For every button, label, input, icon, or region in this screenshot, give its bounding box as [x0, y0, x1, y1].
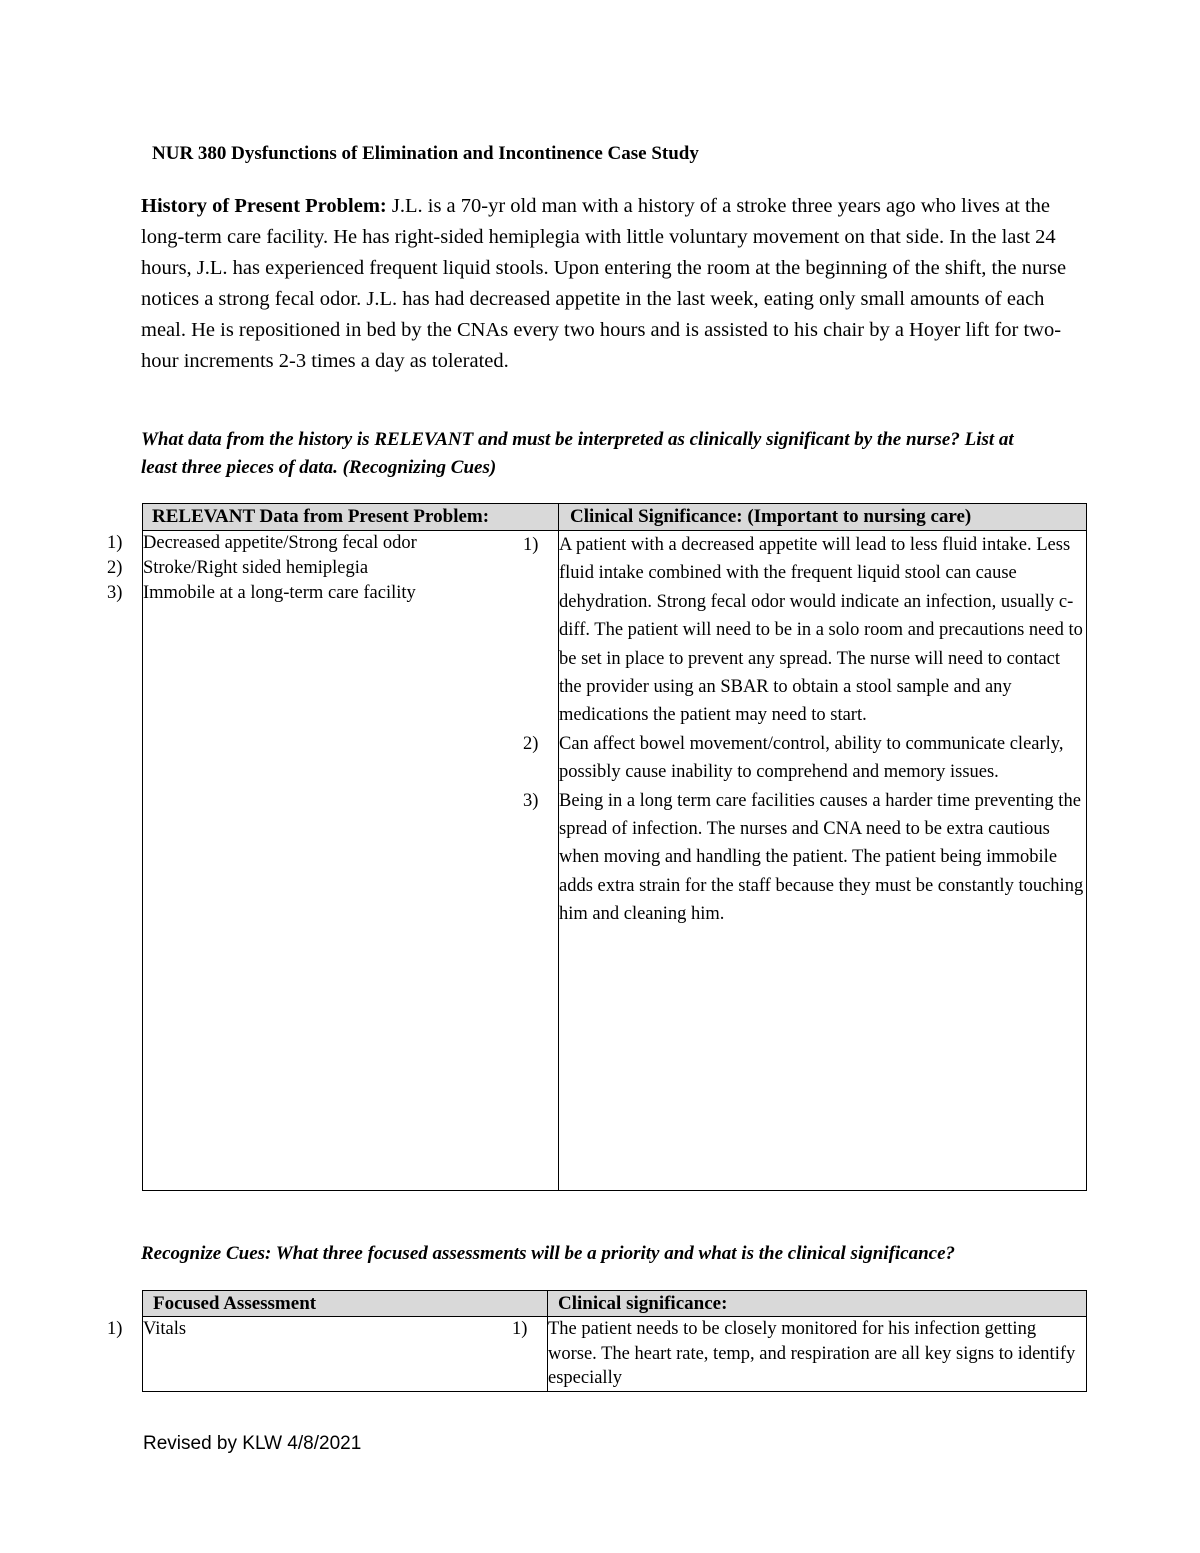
relevant-data-cell — [107, 531, 559, 1191]
clinical-significance-list — [512, 1317, 1086, 1391]
list-item: 3) Being in a long term care facilities causes a harder time preventing the spread of infection. The nurses and CNA need to be extra cautious when moving and handling the patient. The patient being immobile adds extra strain for the staff because they must be constantly touching him and cleaning him. — [523, 790, 1084, 925]
focused-assessment-cell — [107, 1317, 548, 1392]
list-item: 2) Stroke/Right sided hemiplegia — [107, 558, 369, 578]
relevant-data-list — [107, 531, 558, 606]
focused-assessment-table — [107, 1290, 1087, 1392]
header-relevant-data: RELEVANT Data from Present Problem: — [143, 504, 559, 531]
table-row — [143, 1317, 1087, 1392]
list-item: 1) A patient with a decreased appetite will lead to less fluid intake. Less fluid intake combined with the frequent liquid stool can cause dehydration. Strong fecal odor would indicate an infection, usually c-diff. The patient will need to be in a solo room and precautions need to be set in place to prevent any spread. The nurse will need to contact the provider using an SBAR to obtain a stool sample and any medications the patient may need to start. — [523, 535, 1083, 726]
document-title: NUR 380 Dysfunctions of Elimination and Incontinence Case Study — [152, 143, 699, 164]
focused-assessment-list — [107, 1317, 547, 1341]
history-of-present-problem — [141, 191, 1071, 377]
header-focused-assessment: Focused Assessment — [143, 1291, 548, 1317]
history-text: J.L. is a 70-yr old man with a history of a stroke three years ago who lives at the long-term care facility. He has right-sided hemiplegia with little voluntary movement on that side. In the last 24 hours, J.L. has experienced frequent liquid stools. Upon entering the room at the beginning of the shift, the nurse notices a strong fecal odor. J.L. has had decreased appetite in the last week, eating only small amounts of each meal. He is repositioned in bed by the CNAs every two hours and is assisted to his chair by a Hoyer lift for two-hour increments 2-3 times a day as tolerated. — [141, 195, 1067, 372]
relevant-data-table — [107, 503, 1087, 1191]
list-item: 1) Decreased appetite/Strong fecal odor — [107, 533, 417, 553]
question-focused-assessments: Recognize Cues: What three focused assessments will be a priority and what is the clinical significance? — [141, 1243, 956, 1264]
list-item: 1) The patient needs to be closely monitored for his infection getting worse. The heart rate, temp, and respiration are all key signs to identify especially — [512, 1319, 1076, 1388]
table-header-row — [143, 1291, 1087, 1317]
list-item: 3) Immobile at a long-term care facility — [107, 583, 416, 603]
table-row — [143, 531, 1087, 1191]
header-clinical-significance: Clinical Significance: (Important to nursing care) — [559, 504, 1087, 531]
history-label: History of Present Problem: — [141, 195, 387, 217]
clinical-significance-list — [523, 531, 1086, 929]
clinical-significance-cell — [523, 531, 1087, 1191]
revision-footer: Revised by KLW 4/8/2021 — [143, 1433, 362, 1454]
list-item: 2) Can affect bowel movement/control, ability to communicate clearly, possibly cause inability to comprehend and memory issues. — [523, 733, 1064, 783]
table-header-row — [143, 504, 1087, 531]
header-clinical-significance: Clinical significance: — [548, 1291, 1087, 1317]
list-item: 1) Vitals — [107, 1319, 187, 1339]
question-relevant-data: What data from the history is RELEVANT and must be interpreted as clinically significant by the nurse? List at least three pieces of data. (Recognizing Cues) — [141, 429, 1014, 478]
clinical-significance-cell — [512, 1317, 1087, 1392]
